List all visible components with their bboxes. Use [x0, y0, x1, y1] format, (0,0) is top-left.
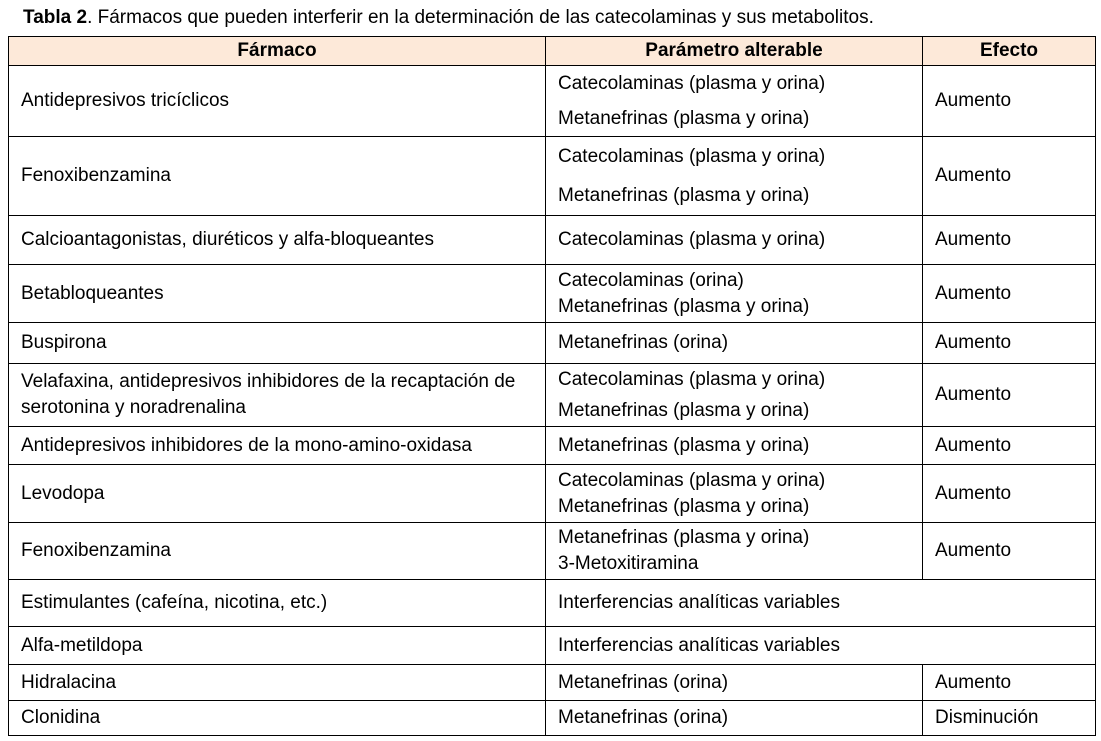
param-cell	[546, 66, 923, 137]
drug-interference-table	[8, 36, 1096, 736]
merged-cell: Interferencias analíticas variables	[546, 580, 1096, 627]
drug-cell: Fenoxibenzamina	[9, 523, 546, 580]
param-line: 3-Metoxitiramina	[558, 553, 699, 574]
table-row	[9, 216, 1096, 265]
param-line: Metanefrinas (plasma y orina)	[558, 184, 810, 206]
effect-cell: Aumento	[923, 427, 1096, 465]
effect-cell: Aumento	[923, 364, 1096, 427]
param-line: Metanefrinas (plasma y orina)	[558, 399, 810, 421]
table-row	[9, 701, 1096, 736]
param-line: Metanefrinas (plasma y orina)	[558, 434, 810, 456]
table-row	[9, 66, 1096, 137]
effect-cell: Aumento	[923, 465, 1096, 523]
drug-cell: Antidepresivos tricíclicos	[9, 66, 546, 137]
effect-cell: Aumento	[923, 523, 1096, 580]
drug-cell: Velafaxina, antidepresivos inhibidores de la recaptación de serotonina y noradrenalina	[9, 364, 546, 427]
param-line: Catecolaminas (orina)	[558, 269, 744, 291]
drug-cell: Buspirona	[9, 323, 546, 364]
table-header-row	[9, 37, 1096, 66]
param-cell	[546, 523, 923, 580]
drug-cell: Fenoxibenzamina	[9, 137, 546, 216]
drug-cell: Antidepresivos inhibidores de la mono-amino-oxidasa	[9, 427, 546, 465]
param-line: Metanefrinas (plasma y orina)	[558, 107, 810, 129]
merged-cell: Interferencias analíticas variables	[546, 627, 1096, 665]
param-cell	[546, 427, 923, 465]
param-line: Metanefrinas (orina)	[558, 332, 729, 353]
effect-cell: Aumento	[923, 323, 1096, 364]
param-line: Catecolaminas (plasma y orina)	[558, 145, 826, 167]
param-line: Metanefrinas (plasma y orina)	[558, 495, 810, 517]
effect-cell: Aumento	[923, 137, 1096, 216]
table-row	[9, 665, 1096, 701]
param-line: Catecolaminas (plasma y orina)	[558, 368, 826, 390]
param-cell	[546, 137, 923, 216]
table-row	[9, 465, 1096, 523]
table-row	[9, 580, 1096, 627]
header-efecto: Efecto	[923, 37, 1096, 66]
table-row	[9, 265, 1096, 323]
effect-cell: Disminución	[923, 701, 1096, 736]
effect-cell: Aumento	[923, 665, 1096, 701]
drug-cell: Clonidina	[9, 701, 546, 736]
drug-cell: Calcioantagonistas, diuréticos y alfa-bloqueantes	[9, 216, 546, 265]
table-caption	[23, 7, 874, 29]
table-row	[9, 523, 1096, 580]
param-cell	[546, 216, 923, 265]
table-row	[9, 627, 1096, 665]
table-caption-text: . Fármacos que pueden interferir en la determinación de las catecolaminas y sus metabolitos.	[87, 7, 874, 28]
param-line: Catecolaminas (plasma y orina)	[558, 72, 826, 94]
param-cell	[546, 265, 923, 323]
drug-cell: Levodopa	[9, 465, 546, 523]
table-row	[9, 427, 1096, 465]
param-cell	[546, 323, 923, 364]
table-row	[9, 364, 1096, 427]
param-line: Metanefrinas (orina)	[558, 671, 729, 693]
param-cell	[546, 364, 923, 427]
param-line: Metanefrinas (orina)	[558, 707, 729, 728]
param-cell	[546, 665, 923, 701]
effect-cell: Aumento	[923, 66, 1096, 137]
param-cell	[546, 701, 923, 736]
param-line: Catecolaminas (plasma y orina)	[558, 469, 826, 491]
param-cell	[546, 465, 923, 523]
param-line: Metanefrinas (plasma y orina)	[558, 527, 810, 548]
drug-cell: Hidralacina	[9, 665, 546, 701]
drug-cell: Betabloqueantes	[9, 265, 546, 323]
table-row	[9, 137, 1096, 216]
drug-cell: Estimulantes (cafeína, nicotina, etc.)	[9, 580, 546, 627]
table-caption-label: Tabla 2	[23, 7, 88, 28]
param-line: Catecolaminas (plasma y orina)	[558, 229, 826, 250]
header-farmaco: Fármaco	[9, 37, 546, 66]
table-row	[9, 323, 1096, 364]
drug-cell: Alfa-metildopa	[9, 627, 546, 665]
effect-cell: Aumento	[923, 216, 1096, 265]
param-line: Metanefrinas (plasma y orina)	[558, 295, 810, 317]
effect-cell: Aumento	[923, 265, 1096, 323]
header-parametro: Parámetro alterable	[546, 37, 923, 66]
